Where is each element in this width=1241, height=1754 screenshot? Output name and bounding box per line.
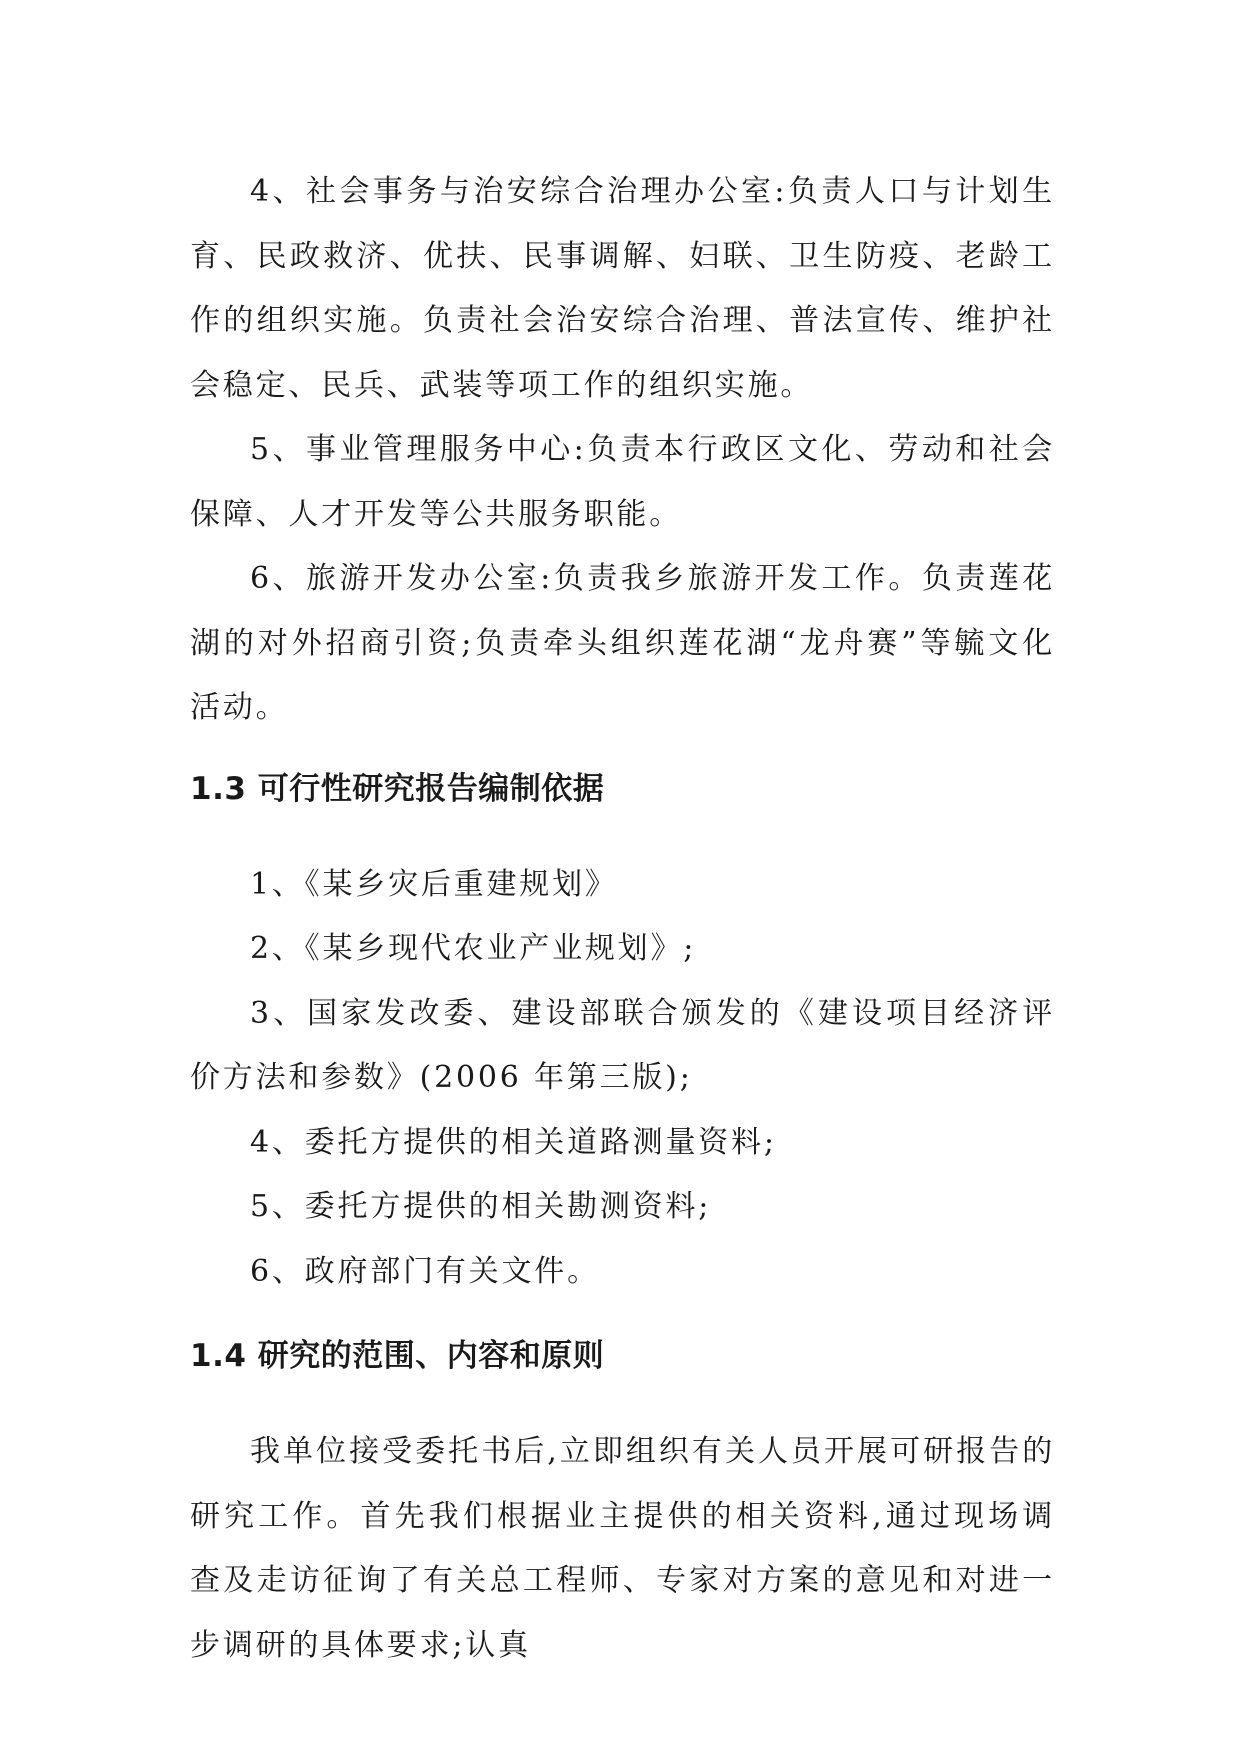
section-heading-1-4: 1.4 研究的范围、内容和原则: [190, 1338, 605, 1374]
page-content: [190, 160, 1055, 1678]
basis-item-6: 6、政府部门有关文件。: [250, 1253, 600, 1289]
basis-item-5: 5、委托方提供的相关勘测资料;: [250, 1189, 712, 1224]
section-heading-1-3: 1.3 可行性研究报告编制依据: [190, 770, 605, 807]
org-unit-paragraph-5: 5、事业管理服务中心:负责本行政区文化、劳动和社会保障、人才开发等公共服务职能。: [190, 432, 1055, 532]
basis-item-3: 3、国家发改委、建设部联合颁发的《建设项目经济评价方法和参数》(2006 年第三版);: [190, 995, 1055, 1095]
org-unit-paragraph-4: 4、社会事务与治安综合治理办公室:负责人口与计划生育、民政救济、优扶、民事调解、妇联、卫生防疫、老龄工作的组织实施。负责社会治安综合治理、普法宣传、维护社会稳定、民兵、武装等项工作的组织实施。: [190, 174, 1055, 403]
basis-item-1: 1、《某乡灾后重建规划》: [250, 866, 618, 902]
scope-paragraph: 我单位接受委托书后,立即组织有关人员开展可研报告的研究工作。首先我们根据业主提供的相关资料,通过现场调查及走访征询了有关总工程师、专家对方案的意见和对进一步调研的具体要求;认真: [190, 1434, 1055, 1663]
basis-item-4: 4、委托方提供的相关道路测量资料;: [250, 1124, 777, 1160]
basis-item-2: 2、《某乡现代农业产业规划》;: [250, 931, 697, 966]
org-unit-paragraph-6: 6、旅游开发办公室:负责我乡旅游开发工作。负责莲花湖的对外招商引资;负责牵头组织莲花湖“龙舟赛”等毓文化活动。: [190, 561, 1055, 725]
